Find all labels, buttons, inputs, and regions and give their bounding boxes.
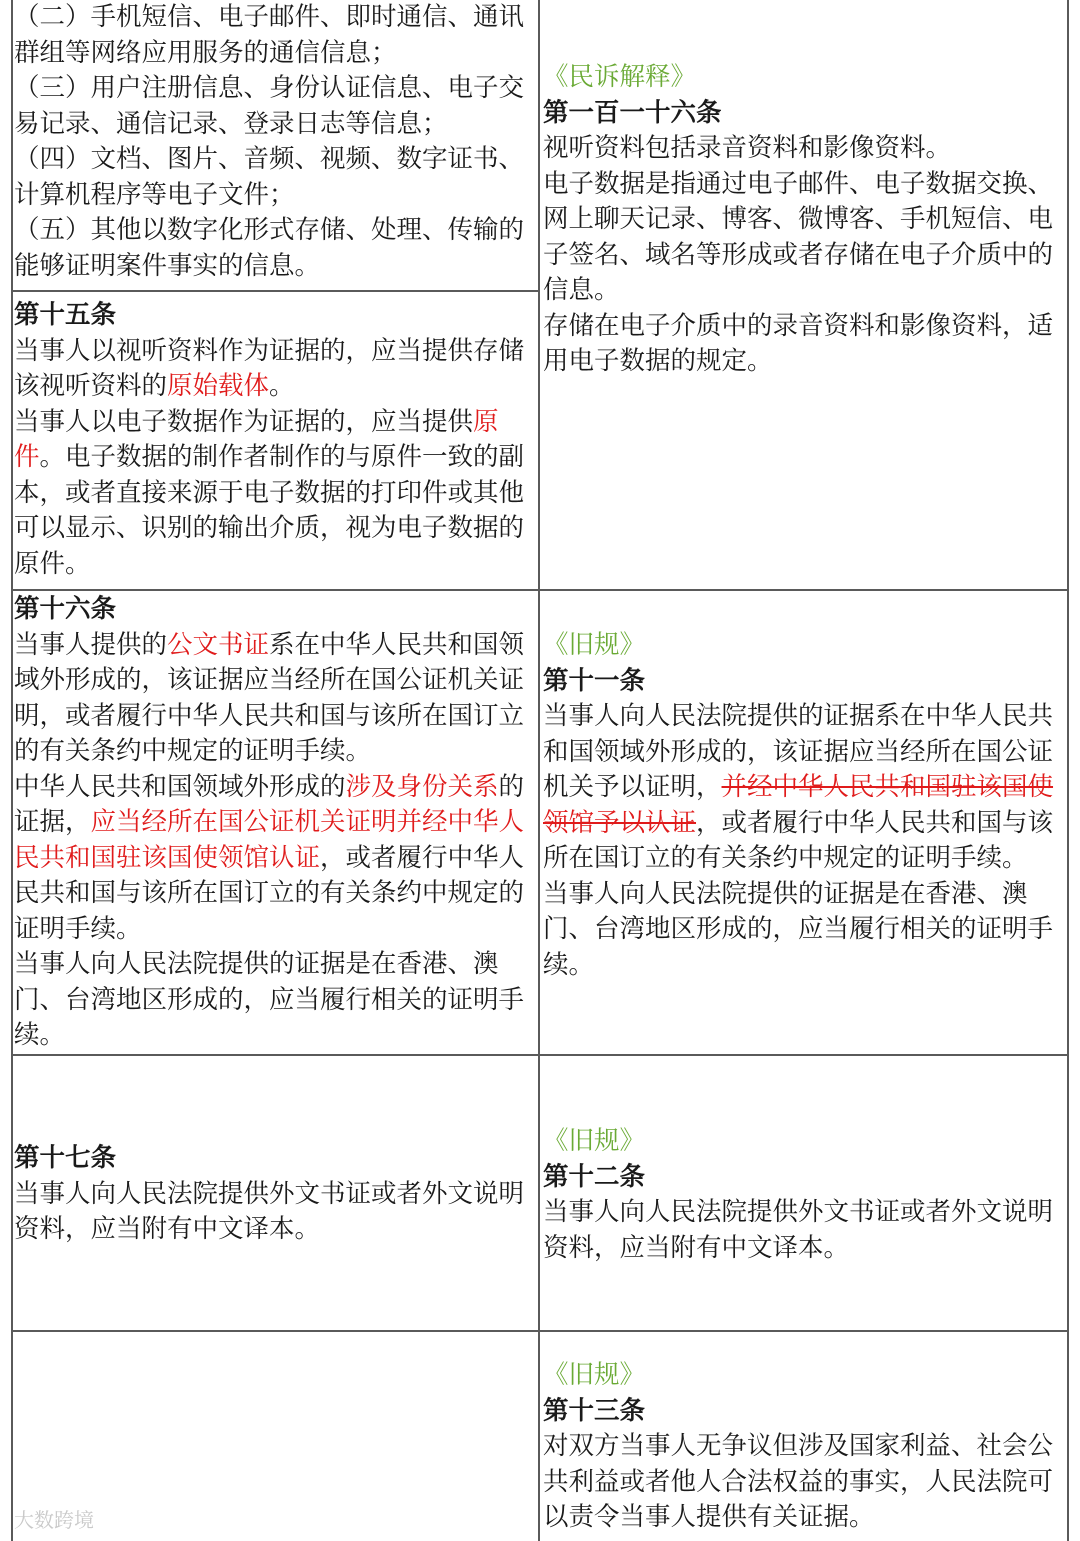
article-paragraph: 当事人提供的公文书证系在中华人民共和国领域外形成的，该证据应当经所在国公证机关证明，或者履行中华人民共和国与该所在国订立的有关条约中规定的证明手续。 [14, 629, 525, 766]
article-paragraph: 当事人向人民法院提供外文书证或者外文说明资料，应当附有中文译本。 [14, 1178, 525, 1244]
article-paragraph: 当事人向人民法院提供外文书证或者外文说明资料，应当附有中文译本。 [543, 1197, 1054, 1263]
highlight-text: 应当经所在国公证机关证明并经中华人民共和国驻该国使领馆认证 [14, 807, 525, 873]
list-item: （四）文档、图片、音频、视频、数字证书、计算机程序等电子文件； [14, 144, 525, 210]
table-border-left [11, 0, 13, 1541]
source-label: 《旧规》 [543, 1360, 646, 1390]
deleted-text: 并经中华人民共和国驻该国使领馆予以认证 [543, 772, 1054, 838]
article-paragraph: 对双方当事人无争议但涉及国家利益、社会公共利益或者他人合法权益的事实，人民法院可以责令当事人提供有关证据。 [543, 1431, 1054, 1532]
row-divider-4 [11, 1330, 1069, 1332]
highlight-text: 原始载体 [167, 371, 270, 401]
row-divider-3 [11, 1054, 1069, 1056]
article-title: 第十三条 [543, 1395, 646, 1426]
watermark-logo: 大数跨境 [14, 1508, 94, 1532]
table-column-divider [538, 0, 540, 1541]
row-divider-2 [11, 589, 1069, 591]
highlight-text: 原件 [14, 406, 499, 472]
old-rule-cell-13 [543, 1358, 1065, 1536]
article-title: 第十七条 [14, 1143, 117, 1173]
row-divider-left-1 [11, 290, 539, 292]
old-rule-cell-11 [543, 628, 1065, 983]
new-rule-article-15 [14, 298, 536, 582]
article-title: 第十五条 [14, 300, 117, 330]
article-paragraph: 存储在电子介质中的录音资料和影像资料，适用电子数据的规定。 [543, 310, 1054, 376]
table-border-right [1067, 0, 1069, 1541]
article-paragraph: 当事人以视听资料作为证据的，应当提供存储该视听资料的原始载体。 [14, 335, 525, 401]
article-paragraph: 当事人向人民法院提供的证据是在香港、澳门、台湾地区形成的，应当履行相关的证明手续。 [543, 878, 1054, 980]
article-paragraph: 当事人向人民法院提供的证据系在中华人民共和国领域外形成的，该证据应当经所在国公证机关予以证明，并经中华人民共和国驻该国使领馆予以认证，或者履行中华人民共和国与该所在国订立的有关条约中规定的证明手续。 [543, 701, 1054, 873]
source-label: 《旧规》 [543, 630, 646, 660]
list-item: （三）用户注册信息、身份认证信息、电子交易记录、通信记录、登录日志等信息； [14, 73, 525, 139]
article-paragraph: 视听资料包括录音资料和影像资料。 [543, 133, 952, 163]
source-label: 《旧规》 [543, 1126, 646, 1156]
article-title: 第十六条 [14, 594, 117, 624]
highlight-text: 公文书证 [167, 629, 270, 660]
article-title: 第一百一十六条 [543, 97, 722, 128]
new-rule-cell-list [14, 0, 536, 284]
new-rule-article-17 [14, 1141, 536, 1248]
list-item: （二）手机短信、电子邮件、即时通信、通讯群组等网络应用服务的通信信息； [14, 2, 525, 68]
highlight-text: 涉及身份关系 [345, 771, 499, 802]
new-rule-article-16 [14, 592, 536, 1054]
article-title: 第十一条 [543, 665, 646, 696]
article-paragraph: 当事人以电子数据作为证据的，应当提供原件。电子数据的制作者制作的与原件一致的副本，或者直接来源于电子数据的打印件或其他可以显示、识别的输出介质，视为电子数据的原件。 [14, 406, 525, 579]
article-paragraph: 当事人向人民法院提供的证据是在香港、澳门、台湾地区形成的，应当履行相关的证明手续。 [14, 949, 525, 1050]
source-label: 《民诉解释》 [543, 62, 697, 92]
article-paragraph: 电子数据是指通过电子邮件、电子数据交换、网上聊天记录、博客、微博客、手机短信、电子签名、域名等形成或者存储在电子介质中的信息。 [543, 168, 1054, 305]
article-paragraph: 中华人民共和国领域外形成的涉及身份关系的证据，应当经所在国公证机关证明并经中华人民共和国驻该国使领馆认证，或者履行中华人民共和国与该所在国订立的有关条约中规定的证明手续。 [14, 771, 525, 944]
old-rule-cell-116 [543, 60, 1065, 380]
old-rule-cell-12 [543, 1124, 1065, 1266]
list-item: （五）其他以数字化形式存储、处理、传输的能够证明案件事实的信息。 [14, 215, 525, 281]
article-title: 第十二条 [543, 1161, 646, 1192]
